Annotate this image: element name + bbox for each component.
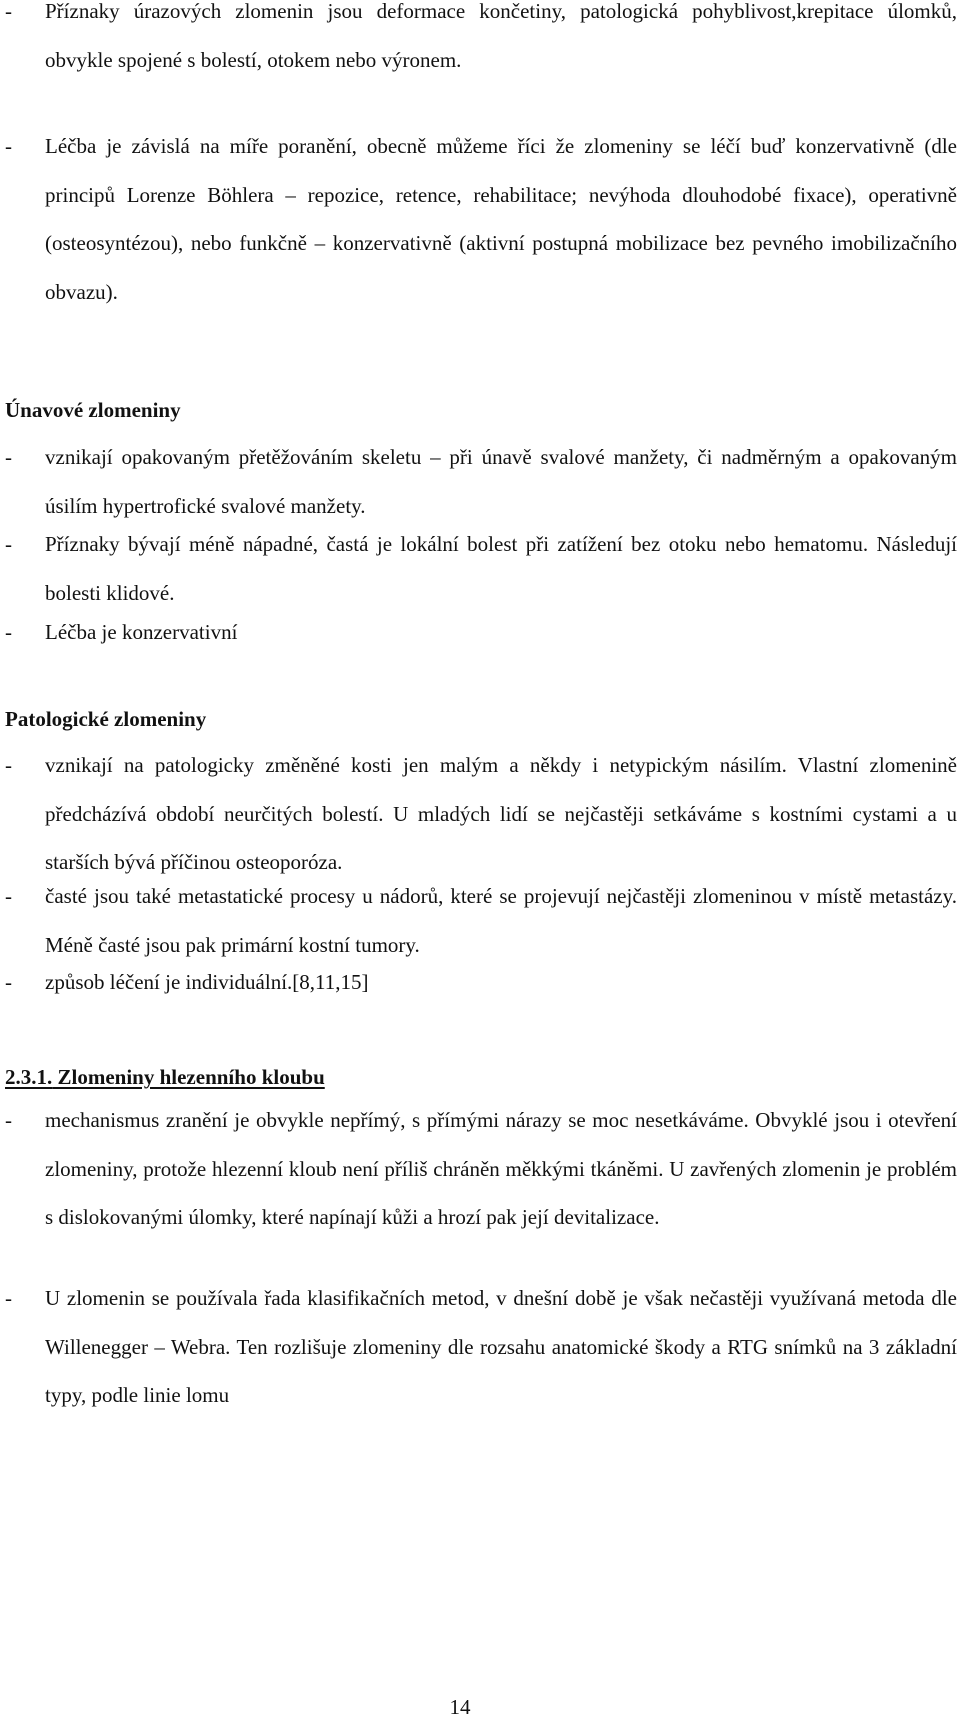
list-item	[5, 741, 957, 887]
list-item	[5, 958, 957, 1007]
list-item	[5, 1096, 957, 1242]
page-number: 14	[449, 1695, 471, 1719]
list-item-text: vznikají opakovaným přetěžováním skeletu – při únavě svalové manžety, či nadměrným a opakovaným úsilím hypertrofické svalové manžety.	[45, 445, 957, 518]
list-item	[5, 872, 957, 969]
bullet-dash: -	[5, 753, 12, 777]
bullet-dash: -	[5, 532, 12, 556]
list-item-text: U zlomenin se používala řada klasifikačních metod, v dnešní době je však nečastěji využívaná metoda dle Willenegger – Webra. Ten rozlišuje zlomeniny dle rozsahu anatomické škody a RTG snímků na 3 základní typy, podle linie lomu	[45, 1286, 957, 1407]
section-heading-fatigue: Únavové zlomeniny	[5, 398, 181, 422]
list-item-text: Příznaky bývají méně nápadné, častá je lokální bolest při zatížení bez otoku nebo hematomu. Následují bolesti klidové.	[45, 532, 957, 605]
bullet-dash: -	[5, 620, 12, 644]
bullet-dash: -	[5, 134, 12, 158]
section-heading-pathological: Patologické zlomeniny	[5, 707, 207, 731]
list-item	[5, 122, 957, 316]
list-item-text: časté jsou také metastatické procesy u nádorů, které se projevují nejčastěji zlomeninou v místě metastázy. Méně časté jsou pak primární kostní tumory.	[45, 884, 957, 957]
list-item-text: způsob léčení je individuální.[8,11,15]	[45, 970, 369, 994]
bullet-dash: -	[5, 445, 12, 469]
list-item	[5, 0, 957, 84]
list-item-text: Léčba je konzervativní	[45, 620, 238, 644]
list-item	[5, 1274, 957, 1420]
section-heading-ankle	[5, 1053, 905, 1101]
bullet-dash: -	[5, 1108, 12, 1132]
list-item	[5, 520, 957, 617]
section-title: Zlomeniny hlezenního kloubu	[57, 1065, 325, 1089]
bullet-dash: -	[5, 1286, 12, 1310]
list-item-text: Léčba je závislá na míře poranění, obecně můžeme říci že zlomeniny se léčí buď konzervativně (dle principů Lorenze Böhlera – repozice, retence, rehabilitace; nevýhoda dlouhodobé fixace), operativně (osteosyntézou), nebo funkčně – konzervativně (aktivní postupná mobilizace bez pevného imobilizačního obvazu).	[45, 134, 957, 304]
bullet-dash: -	[5, 970, 12, 994]
bullet-dash: -	[5, 884, 12, 908]
list-item-text: vznikají na patologicky změněné kosti jen malým a někdy i netypickým násilím. Vlastní zlomenině předcházívá období neurčitých bolestí. U mladých lidí se nejčastěji setkáváme s kostními cystami a u starších bývá příčinou osteoporóza.	[45, 753, 957, 874]
list-item	[5, 608, 957, 657]
section-number: 2.3.1.	[5, 1065, 53, 1089]
list-item-text: Příznaky úrazových zlomenin jsou deformace končetiny, patologická pohyblivost,krepitace úlomků, obvykle spojené s bolestí, otokem nebo výronem.	[45, 0, 957, 72]
bullet-dash: -	[5, 0, 12, 23]
list-item	[5, 433, 957, 530]
list-item-text: mechanismus zranění je obvykle nepřímý, s přímými nárazy se moc nesetkáváme. Obvyklé jsou i otevření zlomeniny, protože hlezenní kloub není příliš chráněn měkkými tkáněmi. U zavřených zlomenin je problém s dislokovanými úlomky, které napínají kůži a hrozí pak její devitalizace.	[45, 1108, 957, 1229]
